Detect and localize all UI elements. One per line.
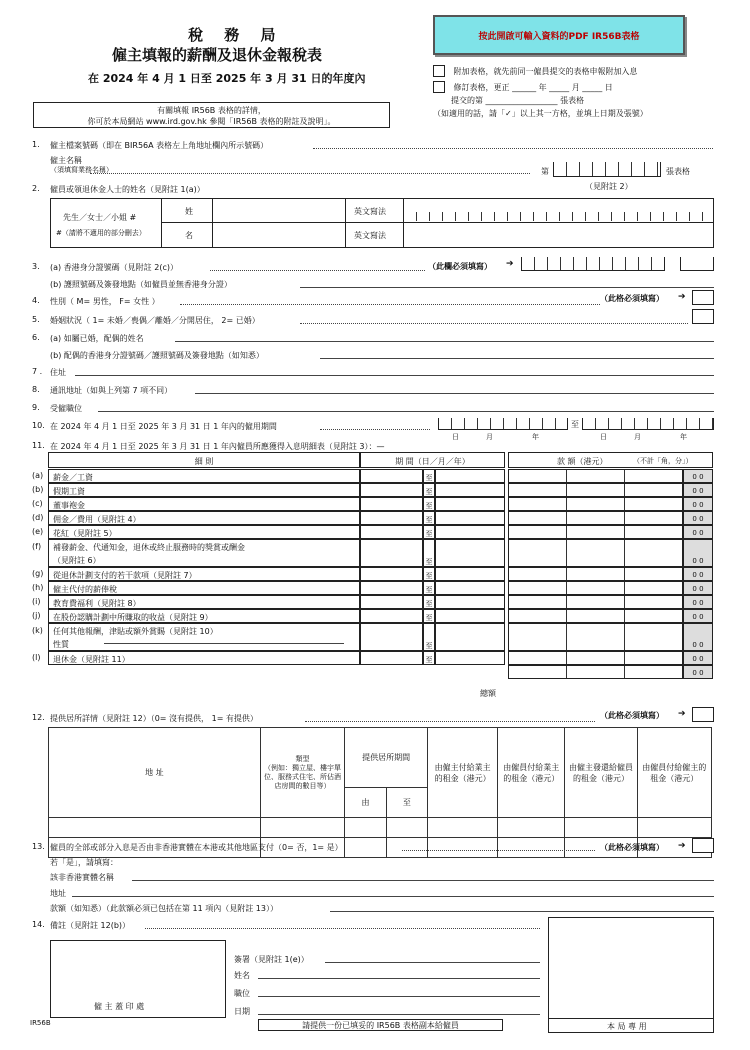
signer-post-label: 職位	[234, 989, 250, 998]
item-number-5: 5.	[32, 315, 40, 324]
signature-line[interactable]	[325, 962, 540, 963]
col-period: 期 間（日／月／年）	[360, 452, 505, 468]
remarks-line[interactable]	[145, 928, 540, 929]
given-name-label: 名	[185, 231, 193, 240]
income-row-subtext: 性質	[53, 640, 69, 649]
income-row-detail	[48, 497, 360, 511]
attach-label: 附加表格，就先前同一僱員提交的表格申報附加入息	[453, 67, 638, 76]
must-fill-4: （此格必須填寫）	[600, 294, 664, 303]
item-2-label: 僱員或領退休金人士的姓名（見附註 1(a)）	[50, 185, 205, 194]
spouse-id-line[interactable]	[320, 358, 714, 359]
income-row-detail	[48, 609, 360, 623]
given-english-field[interactable]	[404, 223, 713, 247]
info-line-2: 你可於本局網站 www.ird.gov.hk 參閱「IR56B 表格的附註及說明」。	[87, 117, 336, 126]
signer-name-label: 姓名	[234, 971, 250, 980]
item-number-7: 7 .	[32, 367, 43, 376]
position-line[interactable]	[98, 411, 714, 412]
income-period-to[interactable]	[435, 511, 505, 525]
item-number-11: 11.	[32, 441, 45, 450]
surname-chinese-field[interactable]	[213, 199, 345, 221]
income-row-key: (c)	[32, 499, 43, 508]
spouse-name-line[interactable]	[175, 341, 714, 342]
marital-status-field[interactable]	[692, 309, 714, 324]
quarters-cell[interactable]	[637, 818, 711, 838]
income-total-cents: 0 0	[683, 665, 713, 679]
entity-amount-line[interactable]	[330, 911, 714, 912]
rent-header-1: 由僱主付給業主的租金（港元）	[427, 728, 497, 818]
form-period: 在 2024 年 4 月 1 日至 2025 年 3 月 31 日的年度內	[88, 72, 366, 85]
income-amount-field[interactable]	[508, 511, 683, 525]
total-label: 總額	[480, 689, 496, 698]
item-number-4: 4.	[32, 296, 40, 305]
income-period-to[interactable]	[435, 581, 505, 595]
income-period-from[interactable]	[360, 469, 423, 483]
item-13-label: 僱員的全部或部分入息是否由非香港實體在本港或其他地區支付（0= 否，1= 是）	[50, 843, 343, 852]
item-number-12: 12.	[32, 713, 45, 722]
arrow-icon: ➔	[506, 259, 514, 269]
rent-header-4: 由僱員付給僱主的租金（港元）	[637, 728, 711, 818]
income-period-to[interactable]	[435, 595, 505, 609]
dotted-leader	[300, 323, 688, 324]
income-amount-field[interactable]	[508, 525, 683, 539]
income-row-detail	[48, 595, 360, 609]
item-4-label: 性別（ M= 男性， F= 女性 ）	[50, 297, 160, 306]
must-fill-3: （此欄必須填寫）	[428, 262, 492, 271]
signer-name-line[interactable]	[258, 978, 540, 979]
item-8-label: 通訊地址（如與上列第 7 項不同）	[50, 386, 173, 395]
income-row-subtext: （見附註 6）	[53, 556, 101, 565]
form-title: 僱主填報的薪酬及退休金報稅表	[112, 46, 323, 64]
income-total-field[interactable]	[508, 665, 683, 679]
income-period-to-label: 至	[423, 651, 435, 665]
income-amount-field[interactable]	[508, 595, 683, 609]
company-chop-box	[50, 940, 226, 1018]
item-14-label: 備註（見附註 12(b)）	[50, 921, 131, 930]
item-5-label: 婚姻狀況（ 1= 未婚／喪偶／離婚／分開居住， 2= 已婚）	[50, 316, 260, 325]
given-name-chinese-field[interactable]	[213, 223, 345, 247]
employment-end-field[interactable]	[582, 418, 714, 430]
income-row-detail	[48, 469, 360, 483]
revise-checkbox[interactable]	[433, 81, 445, 93]
income-period-to-label: 至	[423, 623, 435, 651]
income-row	[0, 539, 750, 567]
day-label: 日	[452, 433, 459, 441]
income-amount-field[interactable]	[508, 609, 683, 623]
to-label: 至	[571, 420, 579, 429]
income-row-detail	[48, 539, 360, 567]
entity-address-line[interactable]	[72, 896, 714, 897]
quarters-cell[interactable]	[498, 838, 565, 858]
income-period-to-label: 至	[423, 469, 435, 483]
income-amount-field[interactable]	[508, 581, 683, 595]
must-fill-13: （此格必須填寫）	[600, 843, 664, 852]
income-period-to[interactable]	[435, 651, 505, 665]
quarters-period-header: 提供居所期間	[345, 728, 428, 788]
file-number-line[interactable]	[313, 148, 713, 149]
item-12-label: 提供居所詳情（見附註 12）（0= 沒有提供， 1= 有提供）	[50, 714, 258, 723]
income-period-to-label: 至	[423, 483, 435, 497]
income-amount-field[interactable]	[508, 469, 683, 483]
income-row-text: 教育費福利（見附註 8）	[53, 599, 141, 608]
income-period-from[interactable]	[360, 539, 423, 567]
income-period-from[interactable]	[360, 483, 423, 497]
quarters-cell[interactable]	[260, 818, 345, 838]
income-row-detail	[48, 483, 360, 497]
quarters-address-header: 地 址	[49, 728, 261, 818]
income-cents-zero: 0 0	[683, 609, 713, 623]
attach-option	[433, 65, 638, 80]
employer-name-label: 僱主名稱	[50, 156, 82, 165]
income-period-to[interactable]	[435, 623, 505, 651]
income-cents-zero: 0 0	[683, 511, 713, 525]
col-cents: （不計「角，分」）	[633, 457, 693, 465]
income-period-to[interactable]	[435, 497, 505, 511]
income-period-to-label: 至	[423, 511, 435, 525]
income-row	[0, 651, 750, 665]
income-period-to[interactable]	[435, 567, 505, 581]
income-row-text: 佣金／費用（見附註 4）	[53, 515, 141, 524]
item-3b-label: (b) 護照號碼及簽發地點（如僱員並無香港身分證）	[50, 280, 232, 289]
item-6a-label: (a) 如屬已婚，配偶的姓名	[50, 334, 144, 343]
income-cents-zero: 0 0	[683, 525, 713, 539]
divider	[345, 198, 346, 248]
submitted-label: 提交的第 __________________ 張表格	[451, 96, 585, 105]
col-amount-header	[508, 452, 713, 468]
dotted-leader	[320, 429, 430, 430]
income-period-to-label: 至	[423, 609, 435, 623]
income-row-text: 董事袍金	[53, 501, 85, 510]
quarters-type-title: 類型	[295, 754, 310, 763]
income-period-to[interactable]	[435, 525, 505, 539]
office-use-label: 本 局 專 用	[607, 1022, 647, 1031]
item-number-1: 1.	[32, 140, 40, 149]
income-cents-zero: 0 0	[683, 539, 713, 567]
income-period-to-label: 至	[423, 497, 435, 511]
entity-amount-label: 款額（如知悉）（此款額必須已包括在第 11 項內（見附註 13））	[50, 904, 278, 913]
income-row	[0, 567, 750, 581]
entity-name-line[interactable]	[132, 880, 714, 881]
item-10-label: 在 2024 年 4 月 1 日至 2025 年 3 月 31 日 1 年內的僱用期間	[50, 422, 277, 431]
item-number-14: 14.	[32, 920, 45, 929]
year-label: 年	[680, 433, 687, 441]
income-period-to-label: 至	[423, 567, 435, 581]
income-row-text: 僱主代付的薪俸稅	[53, 585, 117, 594]
income-row-text: 補發薪金、代通知金，退休或終止服務時的獎賞或酬金	[53, 543, 245, 552]
sign-date-line[interactable]	[258, 1014, 540, 1015]
sex-field[interactable]	[692, 290, 714, 305]
income-row	[0, 609, 750, 623]
title-options[interactable]: 先生／女士／小姐 #	[63, 213, 137, 222]
income-row-text: 在股份認購計劃中所賺取的收益（見附註 9）	[53, 613, 213, 622]
quarters-cell[interactable]	[427, 838, 497, 858]
copy-note: 請提供一份已填妥的 IR56B 表格副本給僱員	[258, 1019, 503, 1031]
quarters-cell[interactable]	[427, 818, 497, 838]
income-row-text: 從退休計劃支付的若干款項（見附註 7）	[53, 571, 197, 580]
rent-header-3: 由僱主發還給僱員的租金（港元）	[565, 728, 637, 818]
month-label: 月	[486, 433, 493, 441]
open-pdf-button[interactable]: 按此開啟可輸入資料的PDF IR56B表格	[433, 15, 685, 55]
income-period-from[interactable]	[360, 609, 423, 623]
income-row-key: (a)	[32, 471, 44, 480]
arrow-icon: ➔	[678, 709, 686, 719]
divider	[549, 1018, 713, 1019]
dotted-leader	[210, 270, 425, 271]
office-use-box	[548, 917, 714, 1033]
income-cents-zero: 0 0	[683, 595, 713, 609]
income-amount-field[interactable]	[508, 497, 683, 511]
income-cents-zero: 0 0	[683, 469, 713, 483]
address-line[interactable]	[75, 375, 714, 376]
quarters-from-header: 由	[345, 788, 386, 818]
income-total-row	[0, 665, 750, 679]
quarters-field[interactable]	[692, 707, 714, 722]
income-period-from[interactable]	[360, 623, 423, 651]
income-amount-field[interactable]	[508, 539, 683, 567]
item-6b-label: (b) 配偶的香港身分證號碼／護照號碼及簽發地點（如知悉）	[50, 351, 264, 360]
sheet-note: （見附註 2）	[585, 182, 633, 191]
quarters-type-header	[260, 728, 345, 818]
sign-date-label: 日期	[234, 1007, 250, 1016]
item-9-label: 受僱職位	[50, 404, 82, 413]
item-number-8: 8.	[32, 385, 40, 394]
item-number-3: 3.	[32, 262, 40, 271]
given-english-label: 英文寫法	[354, 231, 386, 240]
hkid-field[interactable]	[521, 257, 665, 271]
income-period-to[interactable]	[435, 609, 505, 623]
income-amount-field[interactable]	[508, 623, 683, 651]
dotted-leader	[305, 721, 595, 722]
surname-english-field[interactable]	[404, 212, 713, 221]
entity-address-label: 地址	[50, 889, 66, 898]
income-period-from[interactable]	[360, 511, 423, 525]
item-number-6: 6.	[32, 333, 40, 342]
income-period-to-label: 至	[423, 595, 435, 609]
income-cents-zero: 0 0	[683, 581, 713, 595]
quarters-type-note: （例如：獨立屋、樓宇單位、服務式住宅、所佔酒店房間的數目等）	[264, 763, 342, 790]
income-row	[0, 469, 750, 483]
quarters-cell[interactable]	[565, 818, 637, 838]
income-period-to-label: 至	[423, 581, 435, 595]
surname-label: 姓	[185, 207, 193, 216]
income-amount-field[interactable]	[508, 567, 683, 581]
department-title: 稅 務 局	[188, 26, 284, 44]
income-row	[0, 623, 750, 651]
income-row-key: (l)	[32, 653, 41, 662]
employment-start-field[interactable]	[438, 418, 568, 430]
item-number-10: 10.	[32, 421, 45, 430]
income-row-detail	[48, 511, 360, 525]
income-row	[0, 497, 750, 511]
item-7-label: 住址	[50, 368, 66, 377]
income-period-to[interactable]	[435, 469, 505, 483]
income-row-key: (f)	[32, 542, 42, 551]
sheet-no-prefix: 第	[541, 167, 549, 176]
title-note: #（請將不適用的部分刪去）	[56, 229, 146, 237]
income-row-key: (k)	[32, 626, 43, 635]
quarters-cell[interactable]	[498, 818, 565, 838]
income-row-detail	[48, 651, 360, 665]
item-3a-label: (a) 香港身分證號碼（見附註 2(c)）	[50, 263, 178, 272]
item-11-label: 在 2024 年 4 月 1 日至 2025 年 3 月 31 日 1 年內僱員所應獲得入息明細表（見附註 3）：—	[50, 442, 385, 451]
employer-name-note: （須填寫業務名稱）	[50, 166, 113, 174]
income-row-key: (j)	[32, 611, 41, 620]
income-amount-field[interactable]	[508, 651, 683, 665]
quarters-cell[interactable]	[345, 818, 386, 838]
if-yes-label: 若「是」，請填寫：	[50, 858, 118, 867]
income-row-detail	[48, 525, 360, 539]
income-period-from[interactable]	[360, 497, 423, 511]
month-label: 月	[634, 433, 641, 441]
divider	[161, 198, 162, 248]
income-row	[0, 595, 750, 609]
quarters-cell[interactable]	[49, 818, 261, 838]
revise-label: 修訂表格，更正 ______ 年 _____ 月 _____ 日	[453, 83, 613, 92]
income-period-from[interactable]	[360, 595, 423, 609]
passport-line[interactable]	[300, 287, 714, 288]
income-row	[0, 525, 750, 539]
hkid-check-digit-field[interactable]	[680, 257, 714, 271]
income-row-detail	[48, 581, 360, 595]
income-period-to[interactable]	[435, 539, 505, 567]
attach-checkbox[interactable]	[433, 65, 445, 77]
signer-post-line[interactable]	[258, 996, 540, 997]
quarters-cell[interactable]	[345, 838, 386, 858]
entity-name-label: 該非香港實體名稱	[50, 873, 114, 882]
income-row-key: (i)	[32, 597, 41, 606]
day-label: 日	[600, 433, 607, 441]
income-row-key: (g)	[32, 569, 44, 578]
income-row-text: 任何其他報酬，津貼或額外賞賜（見附註 10）	[53, 627, 218, 636]
col-amount: 款 額（港元）	[557, 457, 608, 466]
dotted-leader	[402, 850, 595, 851]
income-cents-zero: 0 0	[683, 623, 713, 651]
income-row-key: (d)	[32, 513, 44, 522]
income-cents-zero: 0 0	[683, 497, 713, 511]
rent-header-2: 由僱員付給業主的租金（港元）	[498, 728, 565, 818]
income-row	[0, 581, 750, 595]
surname-english-label: 英文寫法	[354, 207, 386, 216]
quarters-cell[interactable]	[386, 818, 427, 838]
income-row-key: (h)	[32, 583, 44, 592]
income-row	[0, 483, 750, 497]
income-row	[0, 511, 750, 525]
item-number-9: 9.	[32, 403, 40, 412]
income-row-key: (b)	[32, 485, 44, 494]
income-cents-zero: 0 0	[683, 567, 713, 581]
income-period-to-label: 至	[423, 525, 435, 539]
income-row-text: 薪金／工資	[53, 473, 93, 482]
income-period-from[interactable]	[360, 525, 423, 539]
non-hk-entity-field[interactable]	[692, 838, 714, 853]
sheet-number-field[interactable]	[553, 162, 661, 177]
option-note: （如適用的話，請「✓」以上其一方格，並填上日期及張號）	[433, 109, 648, 118]
income-period-from[interactable]	[360, 651, 423, 665]
income-amount-field[interactable]	[508, 483, 683, 497]
revise-option	[433, 81, 613, 96]
arrow-icon: ➔	[678, 292, 686, 302]
nature-line[interactable]	[104, 643, 344, 644]
signature-label: 簽署（見附註 1(e)）	[234, 955, 309, 964]
year-label: 年	[532, 433, 539, 441]
quarters-cell[interactable]	[386, 838, 427, 858]
quarters-table	[48, 727, 712, 858]
income-row-text: 花紅（見附註 5）	[53, 529, 117, 538]
income-row-text: 退休金（見附註 11）	[53, 655, 130, 664]
info-line-1: 有關填報 IR56B 表格的詳情，	[157, 106, 266, 115]
form-id: IR56B	[30, 1019, 51, 1027]
income-row-detail	[48, 623, 360, 651]
postal-address-line[interactable]	[195, 393, 714, 394]
income-period-to[interactable]	[435, 483, 505, 497]
info-box	[33, 102, 390, 128]
chop-label: 僱 主 蓋 印 處	[94, 1002, 145, 1011]
item-number-2: 2.	[32, 184, 40, 193]
quarters-to-header: 至	[386, 788, 427, 818]
dotted-leader	[180, 304, 600, 305]
employer-name-line[interactable]	[90, 173, 530, 174]
sheet-no-suffix: 張表格	[666, 167, 690, 176]
must-fill-12: （此格必須填寫）	[600, 711, 664, 720]
income-cents-zero: 0 0	[683, 651, 713, 665]
income-period-from[interactable]	[360, 567, 423, 581]
income-cents-zero: 0 0	[683, 483, 713, 497]
income-period-from[interactable]	[360, 581, 423, 595]
item-1-label: 僱主檔案號碼（即在 BIR56A 表格左上角地址欄內所示號碼）	[50, 141, 269, 150]
income-row-key: (e)	[32, 527, 44, 536]
arrow-icon: ➔	[678, 841, 686, 851]
income-row-text: 假期工資	[53, 487, 85, 496]
col-detail: 細 則	[48, 452, 360, 468]
income-period-to-label: 至	[423, 539, 435, 567]
item-number-13: 13.	[32, 842, 45, 851]
income-row-detail	[48, 567, 360, 581]
